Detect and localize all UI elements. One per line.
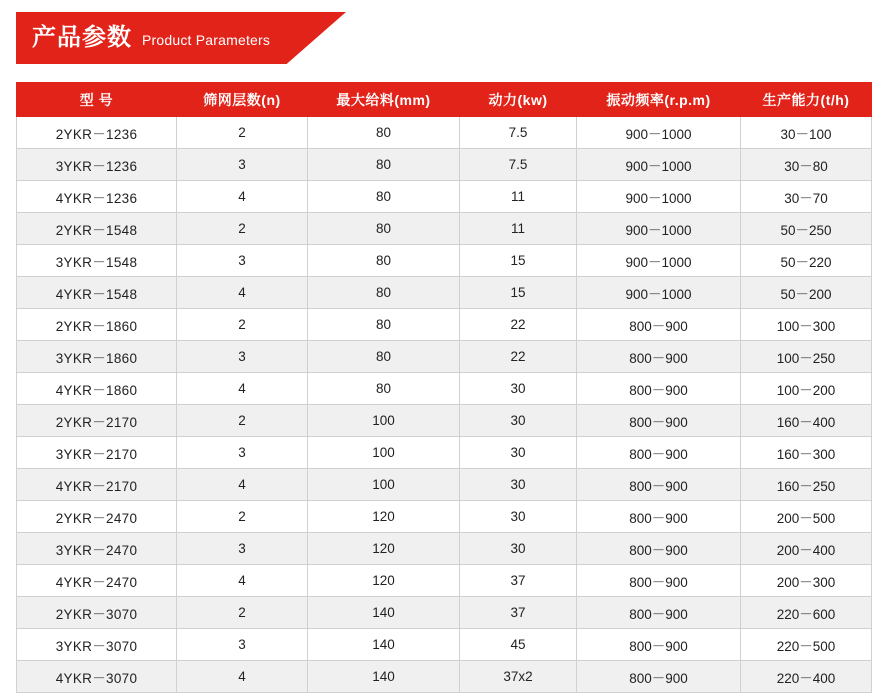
cell-vibration-frequency: 900－1000: [577, 181, 741, 213]
cell-capacity: 220－500: [741, 629, 872, 661]
cell-model: 3YKR－1236: [17, 149, 177, 181]
cell-model: 2YKR－1860: [17, 309, 177, 341]
cell-vibration-frequency: 800－900: [577, 309, 741, 341]
cell-model: 4YKR－3070: [17, 661, 177, 693]
table-row: [17, 309, 872, 341]
cell-vibration-frequency: 800－900: [577, 501, 741, 533]
cell-capacity: 30－70: [741, 181, 872, 213]
cell-power: 30: [460, 405, 577, 437]
column-header-max-feed: 最大给料(mm): [308, 83, 460, 117]
cell-model: 4YKR－1860: [17, 373, 177, 405]
table-row: [17, 245, 872, 277]
cell-screen-layers: 4: [177, 181, 308, 213]
cell-power: 15: [460, 277, 577, 309]
cell-max-feed: 80: [308, 309, 460, 341]
cell-capacity: 200－500: [741, 501, 872, 533]
parameters-table: [16, 82, 872, 693]
cell-vibration-frequency: 800－900: [577, 629, 741, 661]
cell-model: 4YKR－1548: [17, 277, 177, 309]
cell-max-feed: 80: [308, 373, 460, 405]
cell-model: 3YKR－1860: [17, 341, 177, 373]
cell-screen-layers: 4: [177, 469, 308, 501]
cell-screen-layers: 2: [177, 501, 308, 533]
cell-vibration-frequency: 900－1000: [577, 213, 741, 245]
page-title-en: Product Parameters: [142, 32, 271, 48]
cell-power: 30: [460, 501, 577, 533]
cell-capacity: 30－100: [741, 117, 872, 149]
cell-power: 37x2: [460, 661, 577, 693]
table-row: [17, 149, 872, 181]
cell-max-feed: 100: [308, 437, 460, 469]
cell-capacity: 220－600: [741, 597, 872, 629]
cell-capacity: 200－400: [741, 533, 872, 565]
column-header-vibration-frequency: 振动频率(r.p.m): [577, 83, 741, 117]
cell-power: 7.5: [460, 117, 577, 149]
cell-screen-layers: 2: [177, 405, 308, 437]
cell-max-feed: 80: [308, 117, 460, 149]
table-body: [17, 117, 872, 693]
cell-capacity: 220－400: [741, 661, 872, 693]
table-header-row: [17, 83, 872, 117]
cell-max-feed: 140: [308, 629, 460, 661]
cell-max-feed: 120: [308, 533, 460, 565]
cell-power: 37: [460, 597, 577, 629]
cell-power: 30: [460, 533, 577, 565]
cell-screen-layers: 3: [177, 341, 308, 373]
cell-capacity: 100－250: [741, 341, 872, 373]
cell-max-feed: 140: [308, 597, 460, 629]
cell-screen-layers: 2: [177, 309, 308, 341]
cell-max-feed: 120: [308, 565, 460, 597]
cell-vibration-frequency: 900－1000: [577, 149, 741, 181]
cell-screen-layers: 3: [177, 533, 308, 565]
cell-model: 4YKR－2470: [17, 565, 177, 597]
cell-power: 22: [460, 309, 577, 341]
cell-capacity: 100－300: [741, 309, 872, 341]
cell-screen-layers: 2: [177, 213, 308, 245]
table-row: [17, 181, 872, 213]
page-title-cn: 产品参数: [32, 24, 132, 51]
table-row: [17, 373, 872, 405]
cell-power: 22: [460, 341, 577, 373]
cell-model: 2YKR－2470: [17, 501, 177, 533]
cell-max-feed: 140: [308, 661, 460, 693]
cell-screen-layers: 2: [177, 597, 308, 629]
cell-model: 2YKR－1548: [17, 213, 177, 245]
column-header-screen-layers: 筛网层数(n): [177, 83, 308, 117]
cell-max-feed: 80: [308, 181, 460, 213]
cell-screen-layers: 2: [177, 117, 308, 149]
cell-screen-layers: 4: [177, 661, 308, 693]
cell-capacity: 100－200: [741, 373, 872, 405]
table-row: [17, 661, 872, 693]
cell-capacity: 50－250: [741, 213, 872, 245]
cell-vibration-frequency: 800－900: [577, 469, 741, 501]
cell-screen-layers: 3: [177, 629, 308, 661]
cell-power: 30: [460, 373, 577, 405]
cell-max-feed: 80: [308, 245, 460, 277]
cell-model: 3YKR－2170: [17, 437, 177, 469]
cell-power: 30: [460, 469, 577, 501]
cell-power: 7.5: [460, 149, 577, 181]
cell-screen-layers: 3: [177, 245, 308, 277]
table-row: [17, 117, 872, 149]
cell-vibration-frequency: 800－900: [577, 597, 741, 629]
cell-max-feed: 80: [308, 277, 460, 309]
cell-capacity: 50－220: [741, 245, 872, 277]
cell-vibration-frequency: 800－900: [577, 437, 741, 469]
table-header: [17, 83, 872, 117]
cell-vibration-frequency: 900－1000: [577, 245, 741, 277]
cell-power: 45: [460, 629, 577, 661]
cell-screen-layers: 3: [177, 437, 308, 469]
cell-vibration-frequency: 900－1000: [577, 117, 741, 149]
cell-vibration-frequency: 800－900: [577, 533, 741, 565]
cell-screen-layers: 4: [177, 373, 308, 405]
table-row: [17, 437, 872, 469]
cell-vibration-frequency: 800－900: [577, 661, 741, 693]
cell-max-feed: 80: [308, 213, 460, 245]
table-row: [17, 469, 872, 501]
cell-vibration-frequency: 800－900: [577, 405, 741, 437]
table-row: [17, 341, 872, 373]
cell-vibration-frequency: 900－1000: [577, 277, 741, 309]
column-header-capacity: 生产能力(t/h): [741, 83, 872, 117]
cell-screen-layers: 4: [177, 565, 308, 597]
cell-vibration-frequency: 800－900: [577, 373, 741, 405]
cell-power: 11: [460, 181, 577, 213]
table-row: [17, 565, 872, 597]
cell-capacity: 50－200: [741, 277, 872, 309]
cell-power: 37: [460, 565, 577, 597]
header-text-group: [32, 12, 270, 64]
cell-max-feed: 80: [308, 341, 460, 373]
cell-vibration-frequency: 800－900: [577, 341, 741, 373]
table-row: [17, 629, 872, 661]
cell-model: 3YKR－3070: [17, 629, 177, 661]
cell-model: 2YKR－1236: [17, 117, 177, 149]
table-row: [17, 533, 872, 565]
parameters-table-wrapper: [16, 82, 871, 693]
cell-capacity: 160－400: [741, 405, 872, 437]
cell-max-feed: 100: [308, 405, 460, 437]
table-row: [17, 597, 872, 629]
table-row: [17, 277, 872, 309]
cell-power: 15: [460, 245, 577, 277]
cell-power: 30: [460, 437, 577, 469]
cell-screen-layers: 4: [177, 277, 308, 309]
column-header-power: 动力(kw): [460, 83, 577, 117]
cell-capacity: 30－80: [741, 149, 872, 181]
cell-vibration-frequency: 800－900: [577, 565, 741, 597]
cell-model: 4YKR－1236: [17, 181, 177, 213]
cell-model: 4YKR－2170: [17, 469, 177, 501]
cell-max-feed: 100: [308, 469, 460, 501]
column-header-model: 型 号: [17, 83, 177, 117]
cell-max-feed: 120: [308, 501, 460, 533]
cell-model: 2YKR－2170: [17, 405, 177, 437]
cell-power: 11: [460, 213, 577, 245]
cell-model: 3YKR－2470: [17, 533, 177, 565]
table-row: [17, 405, 872, 437]
cell-capacity: 160－300: [741, 437, 872, 469]
table-row: [17, 501, 872, 533]
section-header-banner: [16, 12, 346, 64]
cell-capacity: 160－250: [741, 469, 872, 501]
cell-capacity: 200－300: [741, 565, 872, 597]
cell-screen-layers: 3: [177, 149, 308, 181]
cell-max-feed: 80: [308, 149, 460, 181]
cell-model: 2YKR－3070: [17, 597, 177, 629]
table-row: [17, 213, 872, 245]
cell-model: 3YKR－1548: [17, 245, 177, 277]
